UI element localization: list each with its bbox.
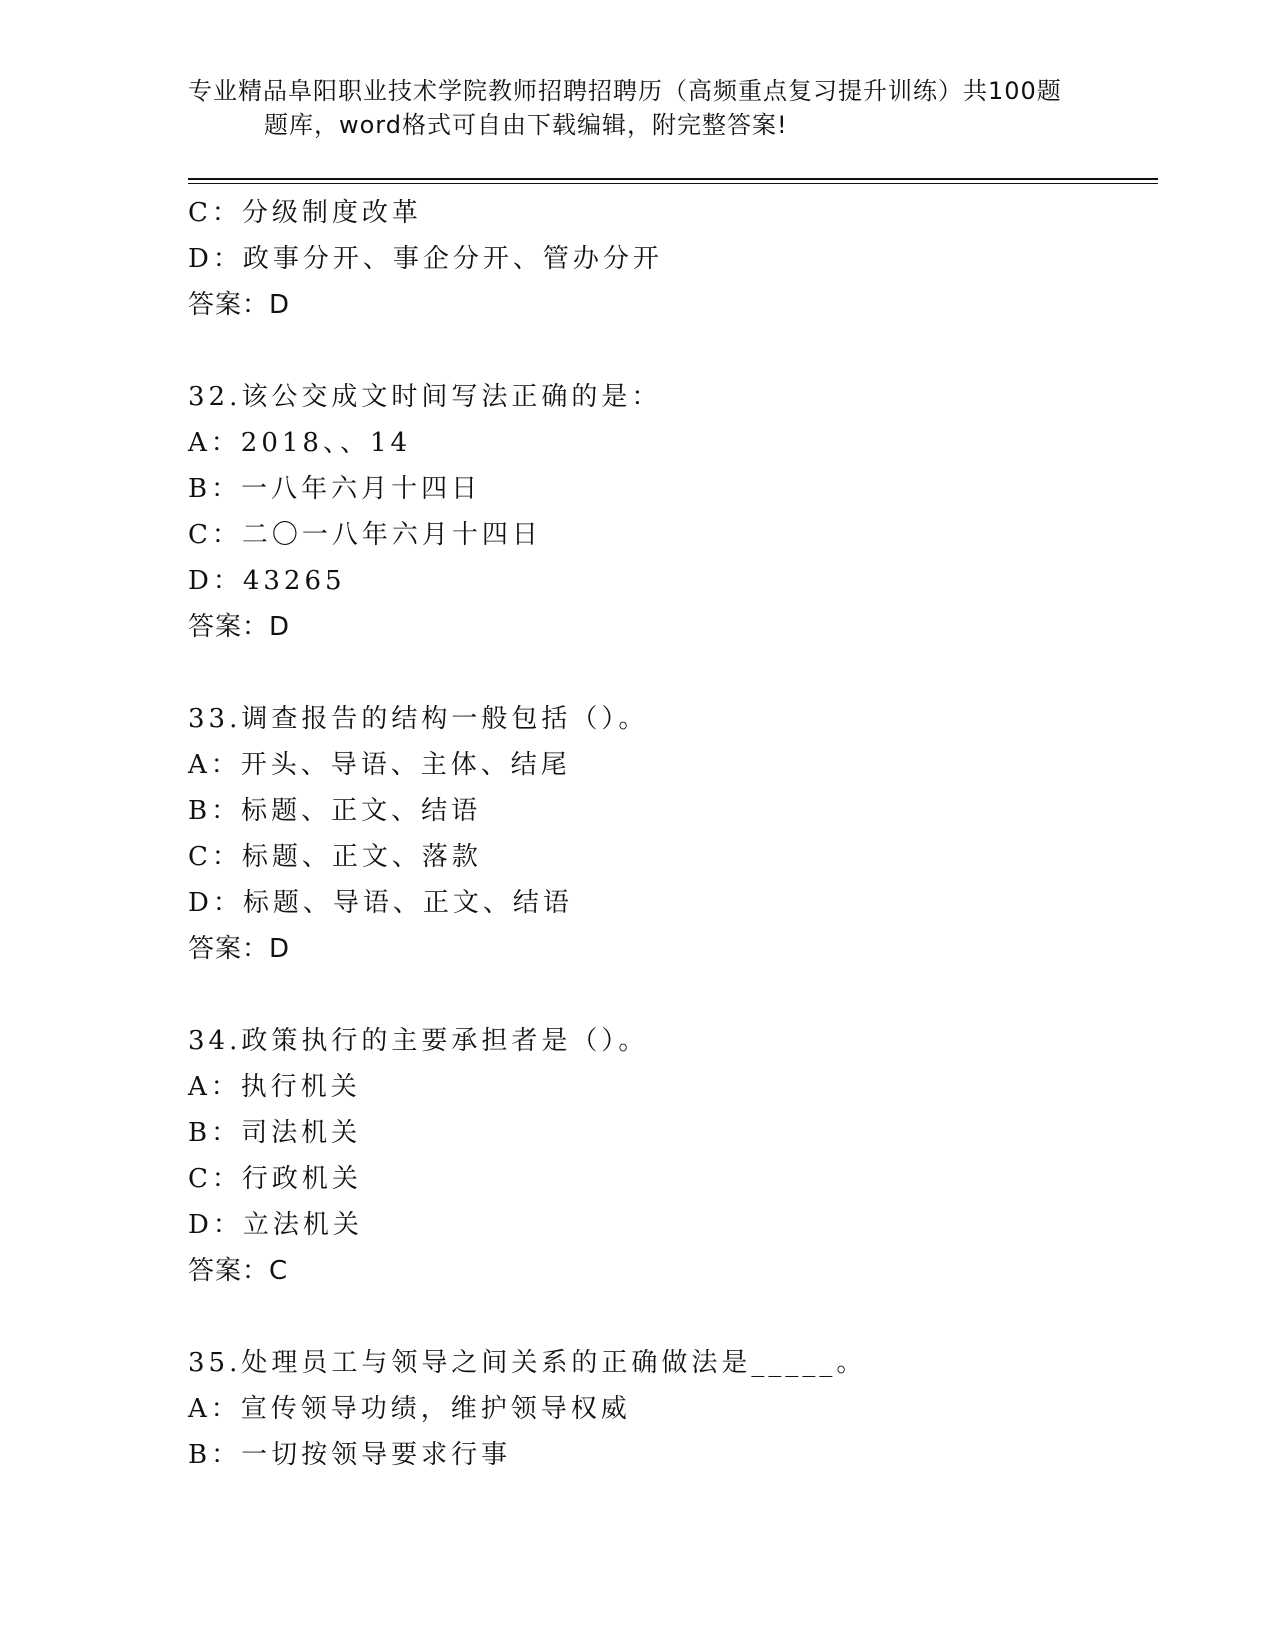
answer-line: 答案：C [188, 1256, 289, 1286]
header-title-line2: 题库，word格式可自由下载编辑，附完整答案! [264, 111, 788, 139]
option-c: C：行政机关 [188, 1164, 362, 1194]
document-header [188, 74, 1088, 142]
option-b: B：一切按领导要求行事 [188, 1440, 512, 1470]
block-spacer [188, 972, 1148, 1018]
question-text: 34.政策执行的主要承担者是（）。 [188, 1026, 649, 1056]
option-a: A：开头、导语、主体、结尾 [188, 750, 571, 780]
question-text: 33.调查报告的结构一般包括（）。 [188, 704, 649, 734]
question-block [188, 190, 1148, 328]
header-rule-thick [188, 178, 1158, 180]
question-list [188, 190, 1148, 1478]
option-b: B：一八年六月十四日 [188, 474, 482, 504]
answer-line: 答案：D [188, 612, 291, 642]
answer-line: 答案：D [188, 290, 291, 320]
answer-line: 答案：D [188, 934, 291, 964]
header-rule-thin [188, 183, 1158, 184]
option-c: C：分级制度改革 [188, 198, 422, 228]
option-d: D：立法机关 [188, 1210, 363, 1240]
option-d: D：43265 [188, 566, 346, 596]
block-spacer [188, 650, 1148, 696]
question-block [188, 1340, 1148, 1478]
option-d: D：标题、导语、正文、结语 [188, 888, 573, 918]
option-b: B：标题、正文、结语 [188, 796, 482, 826]
question-block [188, 374, 1148, 650]
question-block [188, 696, 1148, 972]
option-a: A：2018、、14 [188, 428, 412, 458]
block-spacer [188, 328, 1148, 374]
option-b: B：司法机关 [188, 1118, 362, 1148]
question-text: 35.处理员工与领导之间关系的正确做法是_____。 [188, 1348, 867, 1378]
question-block [188, 1018, 1148, 1294]
header-title-line1: 专业精品阜阳职业技术学院教师招聘招聘历（高频重点复习提升训练）共100题 [188, 77, 1062, 105]
option-a: A：执行机关 [188, 1072, 361, 1102]
option-c: C：二〇一八年六月十四日 [188, 520, 542, 550]
question-text: 32.该公交成文时间写法正确的是： [188, 382, 662, 412]
option-a: A：宣传领导功绩，维护领导权威 [188, 1394, 631, 1424]
block-spacer [188, 1294, 1148, 1340]
option-c: C：标题、正文、落款 [188, 842, 482, 872]
option-d: D：政事分开、事企分开、管办分开 [188, 244, 663, 274]
